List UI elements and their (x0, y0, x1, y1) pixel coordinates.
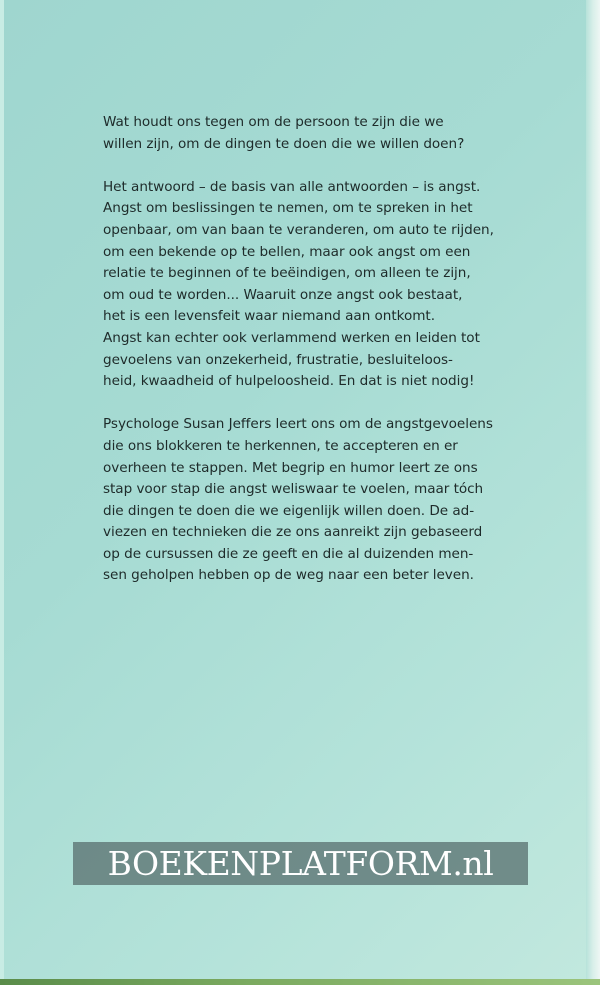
blurb-line: Het antwoord – de basis van alle antwoorden – is angst. (103, 178, 481, 195)
blurb-line: heid, kwaadheid of hulpeloosheid. En dat is niet nodig! (103, 373, 475, 390)
blurb-line: openbaar, om van baan te veranderen, om auto te rijden, (103, 221, 494, 238)
blurb-line: het is een levensfeit waar niemand aan ontkomt. (103, 308, 435, 325)
blurb-line: sen geholpen hebben op de weg naar een beter leven. (103, 567, 474, 584)
cover-left-edge (0, 0, 4, 985)
blurb-line: Wat houdt ons tegen om de persoon te zijn die we (103, 114, 444, 130)
blurb-paragraph-2 (103, 177, 523, 393)
watermark-banner (73, 842, 528, 885)
blurb-paragraph-3 (103, 414, 523, 587)
blurb-line: Angst om beslissingen te nemen, om te spreken in het (103, 200, 473, 217)
back-cover-blurb (103, 112, 523, 609)
cover-right-edge (586, 0, 600, 985)
blurb-line: die dingen te doen die we eigenlijk willen doen. De ad- (103, 502, 475, 519)
blurb-paragraph-1 (103, 112, 523, 155)
blurb-line: om oud te worden... Waaruit onze angst ook bestaat, (103, 286, 463, 303)
blurb-line: om een bekende op te bellen, maar ook angst om een (103, 243, 471, 260)
blurb-line: Psychologe Susan Jeffers leert ons om de angstgevoelens (103, 416, 493, 433)
blurb-line: stap voor stap die angst weliswaar te voelen, maar tóch (103, 481, 484, 498)
blurb-line: willen zijn, om de dingen te doen die we willen doen? (103, 135, 465, 152)
blurb-line: Angst kan echter ook verlammend werken en leiden tot (103, 329, 480, 346)
blurb-line: die ons blokkeren te herkennen, te accepteren en er (103, 437, 458, 454)
cover-bottom-edge (0, 979, 600, 985)
blurb-line: gevoelens van onzekerheid, frustratie, besluiteloos- (103, 351, 453, 368)
blurb-line: overheen te stappen. Met begrip en humor leert ze ons (103, 459, 478, 476)
blurb-line: viezen en technieken die ze ons aanreikt zijn gebaseerd (103, 524, 483, 541)
blurb-line: op de cursussen die ze geeft en die al duizenden men- (103, 545, 474, 562)
blurb-line: relatie te beginnen of te beëindigen, om alleen te zijn, (103, 265, 471, 282)
watermark-text: BOEKENPLATFORM.nl (107, 844, 494, 883)
